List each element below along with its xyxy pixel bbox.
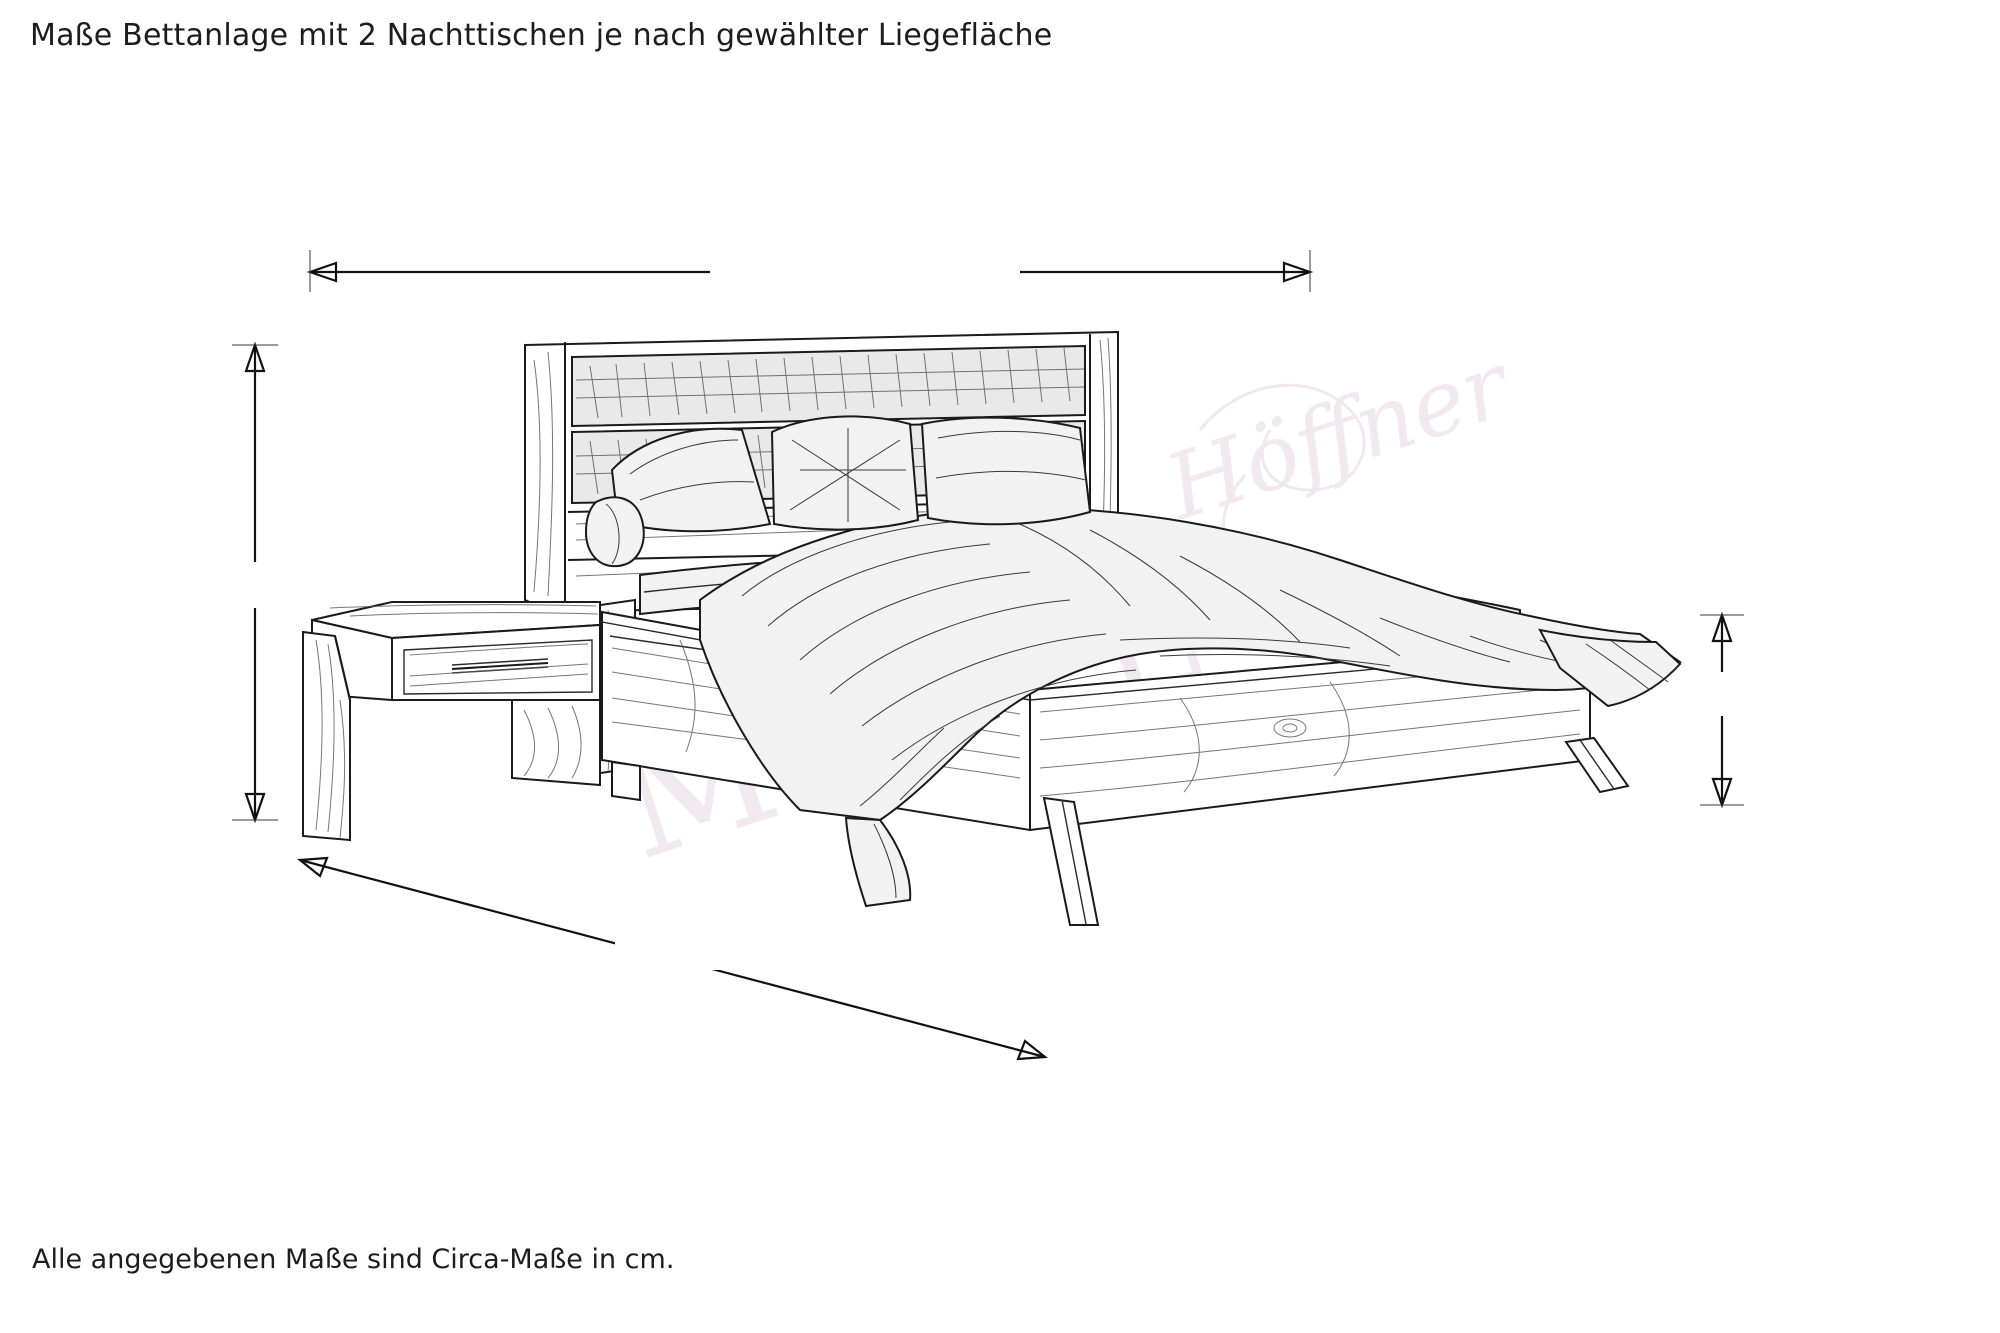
dimension-height <box>222 345 292 820</box>
nightstand-left <box>303 602 600 840</box>
dimension-width <box>310 250 1310 292</box>
dimension-depth <box>300 858 1045 1059</box>
page-title: Maße Bettanlage mit 2 Nachttischen je nach gewählter Liegefläche <box>30 18 1053 53</box>
bolster <box>586 497 644 566</box>
footnote-text: Alle angegebenen Maße sind Circa-Maße in cm. <box>32 1244 675 1275</box>
pillow-center <box>772 416 918 529</box>
bed-leg-right <box>1566 738 1628 792</box>
dimension-frame-height <box>1688 615 1750 805</box>
pillow-right <box>922 418 1090 525</box>
watermark-subtext: Höffner <box>1154 332 1521 541</box>
